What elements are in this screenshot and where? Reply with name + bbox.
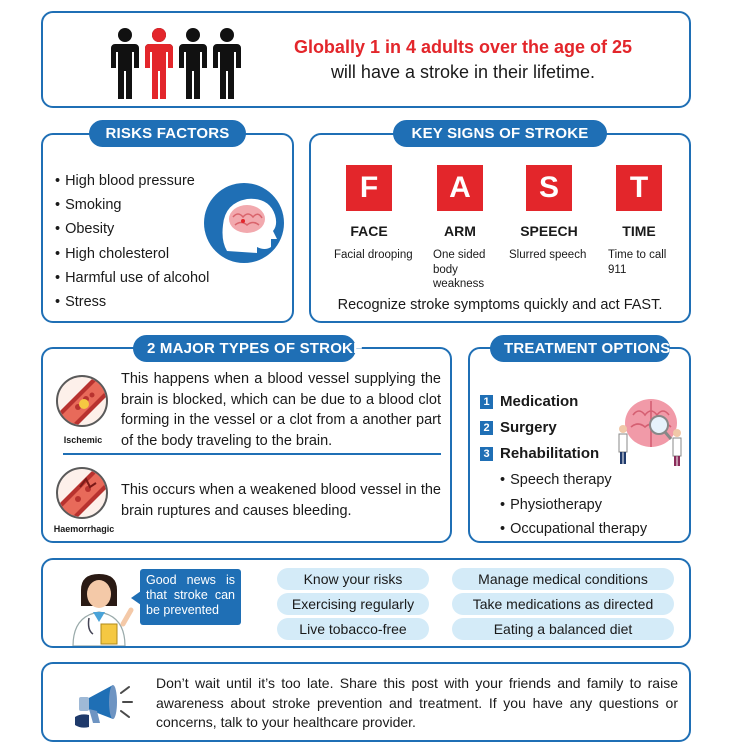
tip-badge: Manage medical conditions (452, 568, 674, 590)
risk-factors-panel (41, 133, 294, 323)
fast-face (324, 165, 414, 263)
fast-desc: Facial drooping (334, 249, 413, 261)
list-item: • Occupational therapy (500, 517, 647, 542)
headline-line-1: Globally 1 in 4 adults over the age of 25 (293, 37, 633, 57)
head-brain-icon (201, 181, 287, 265)
divider (63, 453, 441, 455)
risk-list (55, 169, 209, 314)
list-item: • High cholesterol (55, 242, 209, 266)
fast-time (594, 165, 684, 277)
treatment-item-surgery (480, 419, 557, 436)
fast-letter-a: A (437, 165, 483, 211)
list-item: • Stress (55, 290, 209, 314)
ischemic-label: Ischemic (63, 435, 103, 445)
people-icon (109, 27, 249, 99)
list-item: • Obesity (55, 217, 209, 241)
fast-speech (504, 165, 594, 263)
treatment-panel (468, 347, 691, 543)
treatment-label: Surgery (500, 419, 557, 436)
brain-doctors-icon (615, 389, 685, 469)
fast-word: SPEECH (520, 223, 578, 239)
treatment-item-rehabilitation (480, 445, 599, 462)
stroke-types-panel (41, 347, 452, 543)
number-badge: 1 (480, 395, 493, 409)
fast-letter-t: T (616, 165, 662, 211)
fast-desc: One sided body weakness (433, 249, 486, 290)
treatment-label: Medication (500, 393, 579, 410)
fast-letter-f: F (346, 165, 392, 211)
tip-badge: Exercising regularly (277, 593, 429, 615)
good-news-bubble: Good news is that stroke can be prevented (140, 569, 241, 625)
haemorrhagic-vessel-icon (56, 467, 108, 519)
fast-word: FACE (350, 223, 388, 239)
number-badge: 3 (480, 447, 493, 461)
headline (243, 35, 683, 85)
fast-desc: Time to call 911 (608, 249, 667, 276)
list-item: • Speech therapy (500, 468, 647, 493)
headline-panel (41, 11, 691, 108)
treatment-label: Rehabilitation (500, 445, 600, 462)
treatment-item-medication (480, 393, 578, 410)
key-signs-title: KEY SIGNS OF STROKE (393, 120, 607, 147)
awareness-panel (41, 662, 691, 742)
megaphone-icon (73, 677, 139, 733)
fast-word: TIME (622, 223, 656, 239)
ischemic-text: This happens when a blood vessel supplying the brain is blocked, which can be due to a blood clot forming in the vessel or a clot from a another part of the body traveling to the brain. (121, 371, 441, 449)
haemorrhagic-label: Haemorrhagic (53, 524, 115, 534)
fast-desc: Slurred speech (509, 249, 587, 261)
number-badge: 2 (480, 421, 493, 435)
treatment-title: TREATMENT OPTIONS (490, 335, 670, 362)
prevention-panel (41, 558, 691, 648)
fast-letter-s: S (526, 165, 572, 211)
list-item: • High blood pressure (55, 169, 209, 193)
stroke-types-title: 2 MAJOR TYPES OF STROKE (133, 335, 356, 362)
list-item: • Harmful use of alcohol (55, 266, 209, 290)
haemorrhagic-text: This occurs when a weakened blood vessel in the brain ruptures and causes bleeding. (121, 482, 441, 519)
fast-arm (415, 165, 505, 292)
list-item: • Physiotherapy (500, 493, 647, 518)
awareness-text: Don’t wait until it’s too late. Share this post with your friends and family to raise awareness about stroke prevention and treatment. If you have any questions or concerns, talk to your healthcare provider. (156, 675, 678, 730)
tip-badge: Take medications as directed (452, 593, 674, 615)
fast-cta: Recognize stroke symptoms quickly and act FAST. (337, 297, 663, 313)
headline-line-2: will have a stroke in their lifetime. (330, 62, 596, 82)
ischemic-vessel-icon (56, 375, 108, 427)
doctor-icon (63, 570, 137, 646)
list-item: • Smoking (55, 193, 209, 217)
risk-factors-title: RISKS FACTORS (89, 120, 246, 147)
tip-badge: Know your risks (277, 568, 429, 590)
tip-badge: Eating a balanced diet (452, 618, 674, 640)
tip-badge: Live tobacco-free (277, 618, 429, 640)
fast-word: ARM (444, 223, 476, 239)
rehab-sub-list (500, 468, 647, 542)
key-signs-panel (309, 133, 691, 323)
